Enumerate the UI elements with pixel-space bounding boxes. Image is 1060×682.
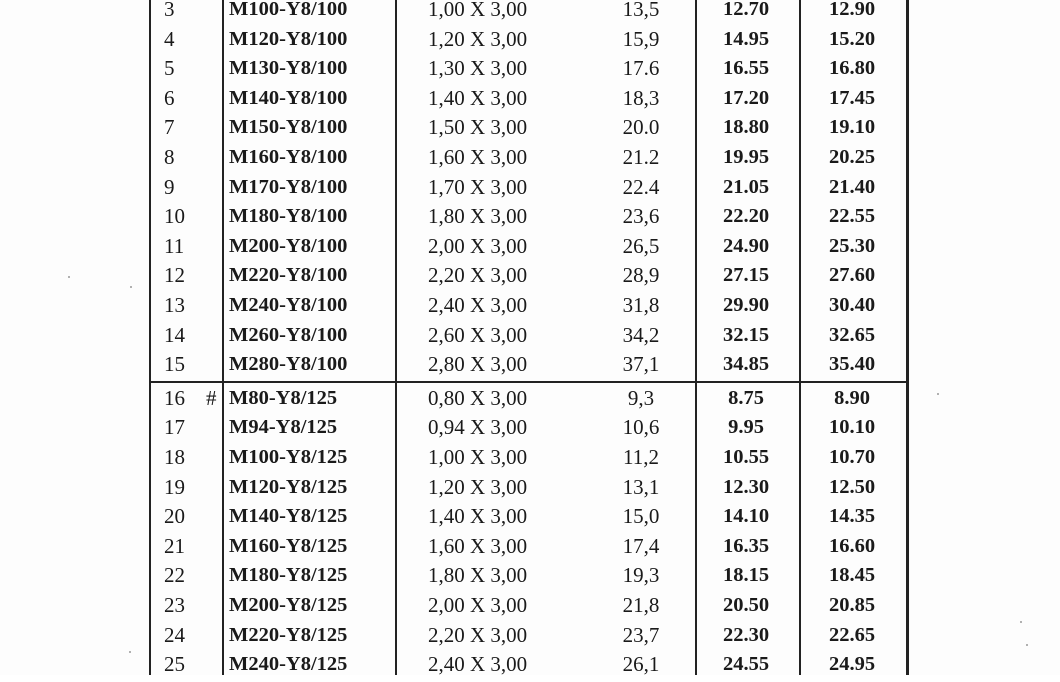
size-dimensions: 2,40 X 3,00 bbox=[428, 652, 528, 677]
size-dimensions: 1,50 X 3,00 bbox=[428, 115, 528, 140]
price-column-1: 10.55 bbox=[722, 446, 770, 468]
scan-speck bbox=[129, 651, 131, 653]
weight-value: 23,7 bbox=[622, 622, 660, 647]
row-number: 22 bbox=[164, 563, 185, 588]
row-number: 4 bbox=[164, 26, 175, 51]
size-dimensions: 1,00 X 3,00 bbox=[428, 445, 528, 469]
table-row bbox=[0, 27, 1060, 57]
size-dimensions: 2,20 X 3,00 bbox=[428, 622, 528, 647]
row-number: 11 bbox=[164, 233, 185, 258]
product-code: M100-Y8/125 bbox=[229, 446, 348, 468]
size-dimensions: 2,80 X 3,00 bbox=[428, 352, 528, 377]
row-number: 12 bbox=[164, 263, 185, 288]
weight-value: 9,3 bbox=[627, 385, 655, 410]
price-column-1: 24.90 bbox=[722, 234, 770, 257]
row-number: 8 bbox=[164, 145, 175, 169]
weight-value: 13,5 bbox=[622, 0, 660, 21]
row-number: 7 bbox=[164, 115, 175, 140]
price-column-2: 20.85 bbox=[828, 594, 876, 616]
row-number: 21 bbox=[164, 533, 185, 558]
weight-value: 15,0 bbox=[622, 504, 660, 529]
price-column-1: 12.70 bbox=[722, 0, 770, 20]
product-code: M200-Y8/100 bbox=[229, 234, 348, 257]
price-column-2: 22.55 bbox=[828, 205, 876, 228]
product-code: M80-Y8/125 bbox=[229, 386, 338, 409]
price-column-1: 9.95 bbox=[728, 416, 764, 439]
table-row bbox=[0, 293, 1060, 323]
table-row bbox=[0, 115, 1060, 145]
product-code: M260-Y8/100 bbox=[229, 323, 348, 346]
table-row bbox=[0, 204, 1060, 234]
row-number: 3 bbox=[164, 0, 175, 21]
product-code: M120-Y8/125 bbox=[229, 475, 348, 498]
table-row bbox=[0, 0, 1060, 27]
product-code: M120-Y8/100 bbox=[229, 27, 348, 50]
weight-value: 20.0 bbox=[622, 115, 660, 140]
weight-value: 13,1 bbox=[622, 474, 660, 499]
product-code: M140-Y8/125 bbox=[229, 505, 348, 528]
weight-value: 28,9 bbox=[622, 263, 660, 288]
size-dimensions: 2,20 X 3,00 bbox=[428, 263, 528, 288]
table-row bbox=[0, 475, 1060, 505]
row-number: 10 bbox=[164, 204, 185, 229]
weight-value: 26,5 bbox=[622, 233, 660, 258]
size-dimensions: 2,00 X 3,00 bbox=[428, 233, 528, 258]
product-code: M170-Y8/100 bbox=[229, 175, 348, 198]
price-column-2: 10.70 bbox=[828, 446, 876, 468]
scan-speck bbox=[68, 276, 70, 278]
size-dimensions: 0,94 X 3,00 bbox=[428, 415, 528, 440]
weight-value: 17.6 bbox=[622, 56, 660, 81]
price-column-2: 27.60 bbox=[828, 264, 876, 287]
size-dimensions: 1,60 X 3,00 bbox=[428, 533, 528, 558]
price-column-1: 18.15 bbox=[722, 564, 770, 587]
price-column-1: 21.05 bbox=[722, 175, 770, 198]
size-dimensions: 1,70 X 3,00 bbox=[428, 174, 528, 199]
price-column-2: 30.40 bbox=[828, 294, 876, 316]
weight-value: 10,6 bbox=[622, 415, 660, 440]
price-column-1: 22.30 bbox=[722, 623, 770, 646]
table-row bbox=[0, 352, 1060, 382]
price-column-1: 18.80 bbox=[722, 116, 770, 139]
price-column-1: 8.75 bbox=[728, 386, 764, 409]
row-number: 14 bbox=[164, 322, 185, 347]
table-row bbox=[0, 563, 1060, 593]
price-column-1: 17.20 bbox=[722, 86, 770, 109]
size-dimensions: 1,40 X 3,00 bbox=[428, 504, 528, 529]
price-column-2: 8.90 bbox=[834, 386, 870, 409]
price-column-2: 17.45 bbox=[828, 86, 876, 109]
price-column-1: 16.35 bbox=[722, 534, 770, 557]
price-column-1: 20.50 bbox=[722, 594, 770, 616]
weight-value: 19,3 bbox=[622, 563, 660, 588]
weight-value: 15,9 bbox=[622, 26, 660, 51]
product-code: M140-Y8/100 bbox=[229, 86, 348, 109]
scan-speck bbox=[1020, 621, 1022, 623]
row-number: 16 bbox=[164, 385, 185, 410]
table-row bbox=[0, 652, 1060, 682]
weight-value: 11,2 bbox=[623, 445, 659, 469]
table-row bbox=[0, 234, 1060, 264]
table-row bbox=[0, 623, 1060, 653]
weight-value: 22.4 bbox=[622, 174, 660, 199]
price-column-1: 22.20 bbox=[722, 205, 770, 228]
table-row bbox=[0, 145, 1060, 175]
price-column-2: 21.40 bbox=[828, 175, 876, 198]
product-code: M240-Y8/125 bbox=[229, 653, 348, 676]
price-column-2: 24.95 bbox=[828, 653, 876, 676]
price-column-2: 25.30 bbox=[828, 234, 876, 257]
table-row bbox=[0, 175, 1060, 205]
price-column-2: 20.25 bbox=[828, 146, 876, 168]
size-dimensions: 1,40 X 3,00 bbox=[428, 85, 528, 110]
table-row bbox=[0, 445, 1060, 475]
price-column-2: 35.40 bbox=[828, 353, 876, 376]
price-column-2: 10.10 bbox=[828, 416, 876, 439]
size-dimensions: 0,80 X 3,00 bbox=[428, 385, 528, 410]
weight-value: 17,4 bbox=[622, 533, 660, 558]
size-dimensions: 1,20 X 3,00 bbox=[428, 474, 528, 499]
size-dimensions: 1,30 X 3,00 bbox=[428, 56, 528, 81]
size-dimensions: 1,60 X 3,00 bbox=[428, 145, 528, 169]
table-row bbox=[0, 386, 1060, 416]
price-column-1: 19.95 bbox=[722, 146, 770, 168]
size-dimensions: 1,00 X 3,00 bbox=[428, 0, 528, 21]
size-dimensions: 2,60 X 3,00 bbox=[428, 322, 528, 347]
price-column-2: 18.45 bbox=[828, 564, 876, 587]
price-column-2: 16.60 bbox=[828, 534, 876, 557]
price-column-1: 29.90 bbox=[722, 294, 770, 316]
price-column-2: 32.65 bbox=[828, 323, 876, 346]
price-column-2: 14.35 bbox=[828, 505, 876, 528]
scan-speck bbox=[937, 393, 939, 395]
row-number: 17 bbox=[164, 415, 185, 440]
price-column-2: 12.50 bbox=[828, 475, 876, 498]
row-number: 24 bbox=[164, 622, 185, 647]
price-column-1: 14.95 bbox=[722, 27, 770, 50]
row-number: 18 bbox=[164, 445, 185, 469]
table-row bbox=[0, 593, 1060, 623]
row-number: 25 bbox=[164, 652, 185, 677]
product-code: M160-Y8/100 bbox=[229, 146, 348, 168]
row-number: 6 bbox=[164, 85, 175, 110]
table-row bbox=[0, 86, 1060, 116]
product-code: M130-Y8/100 bbox=[229, 57, 348, 80]
weight-value: 31,8 bbox=[622, 293, 660, 317]
weight-value: 34,2 bbox=[622, 322, 660, 347]
price-column-1: 32.15 bbox=[722, 323, 770, 346]
product-code: M200-Y8/125 bbox=[229, 594, 348, 616]
scan-speck bbox=[130, 286, 132, 288]
product-code: M100-Y8/100 bbox=[229, 0, 348, 20]
weight-value: 18,3 bbox=[622, 85, 660, 110]
price-column-2: 15.20 bbox=[828, 27, 876, 50]
scan-speck bbox=[1026, 644, 1028, 646]
table-row bbox=[0, 56, 1060, 86]
price-column-1: 34.85 bbox=[722, 353, 770, 376]
product-code: M150-Y8/100 bbox=[229, 116, 348, 139]
size-dimensions: 1,80 X 3,00 bbox=[428, 204, 528, 229]
size-dimensions: 1,80 X 3,00 bbox=[428, 563, 528, 588]
product-code: M180-Y8/100 bbox=[229, 205, 348, 228]
price-column-1: 12.30 bbox=[722, 475, 770, 498]
row-number: 23 bbox=[164, 593, 185, 617]
price-column-2: 12.90 bbox=[828, 0, 876, 20]
row-number: 9 bbox=[164, 174, 175, 199]
table-row bbox=[0, 415, 1060, 445]
product-code: M160-Y8/125 bbox=[229, 534, 348, 557]
price-column-2: 16.80 bbox=[828, 57, 876, 80]
size-dimensions: 2,00 X 3,00 bbox=[428, 593, 528, 617]
table-row bbox=[0, 534, 1060, 564]
price-column-1: 16.55 bbox=[722, 57, 770, 80]
weight-value: 21,8 bbox=[622, 593, 660, 617]
price-column-2: 22.65 bbox=[828, 623, 876, 646]
price-column-1: 27.15 bbox=[722, 264, 770, 287]
price-column-1: 14.10 bbox=[722, 505, 770, 528]
weight-value: 37,1 bbox=[622, 352, 660, 377]
price-column-2: 19.10 bbox=[828, 116, 876, 139]
product-code: M240-Y8/100 bbox=[229, 294, 348, 316]
product-code: M180-Y8/125 bbox=[229, 564, 348, 587]
product-code: M220-Y8/125 bbox=[229, 623, 348, 646]
price-column-1: 24.55 bbox=[722, 653, 770, 676]
product-code: M220-Y8/100 bbox=[229, 264, 348, 287]
weight-value: 26,1 bbox=[622, 652, 660, 677]
table-row bbox=[0, 323, 1060, 353]
product-code: M94-Y8/125 bbox=[229, 416, 338, 439]
row-number: 15 bbox=[164, 352, 185, 377]
weight-value: 23,6 bbox=[622, 204, 660, 229]
row-mark: # bbox=[206, 385, 217, 410]
product-code: M280-Y8/100 bbox=[229, 353, 348, 376]
row-number: 20 bbox=[164, 504, 185, 529]
row-number: 13 bbox=[164, 293, 185, 317]
row-number: 19 bbox=[164, 474, 185, 499]
weight-value: 21.2 bbox=[622, 145, 660, 169]
table-row bbox=[0, 263, 1060, 293]
row-number: 5 bbox=[164, 56, 175, 81]
size-dimensions: 1,20 X 3,00 bbox=[428, 26, 528, 51]
size-dimensions: 2,40 X 3,00 bbox=[428, 293, 528, 317]
table-row bbox=[0, 504, 1060, 534]
